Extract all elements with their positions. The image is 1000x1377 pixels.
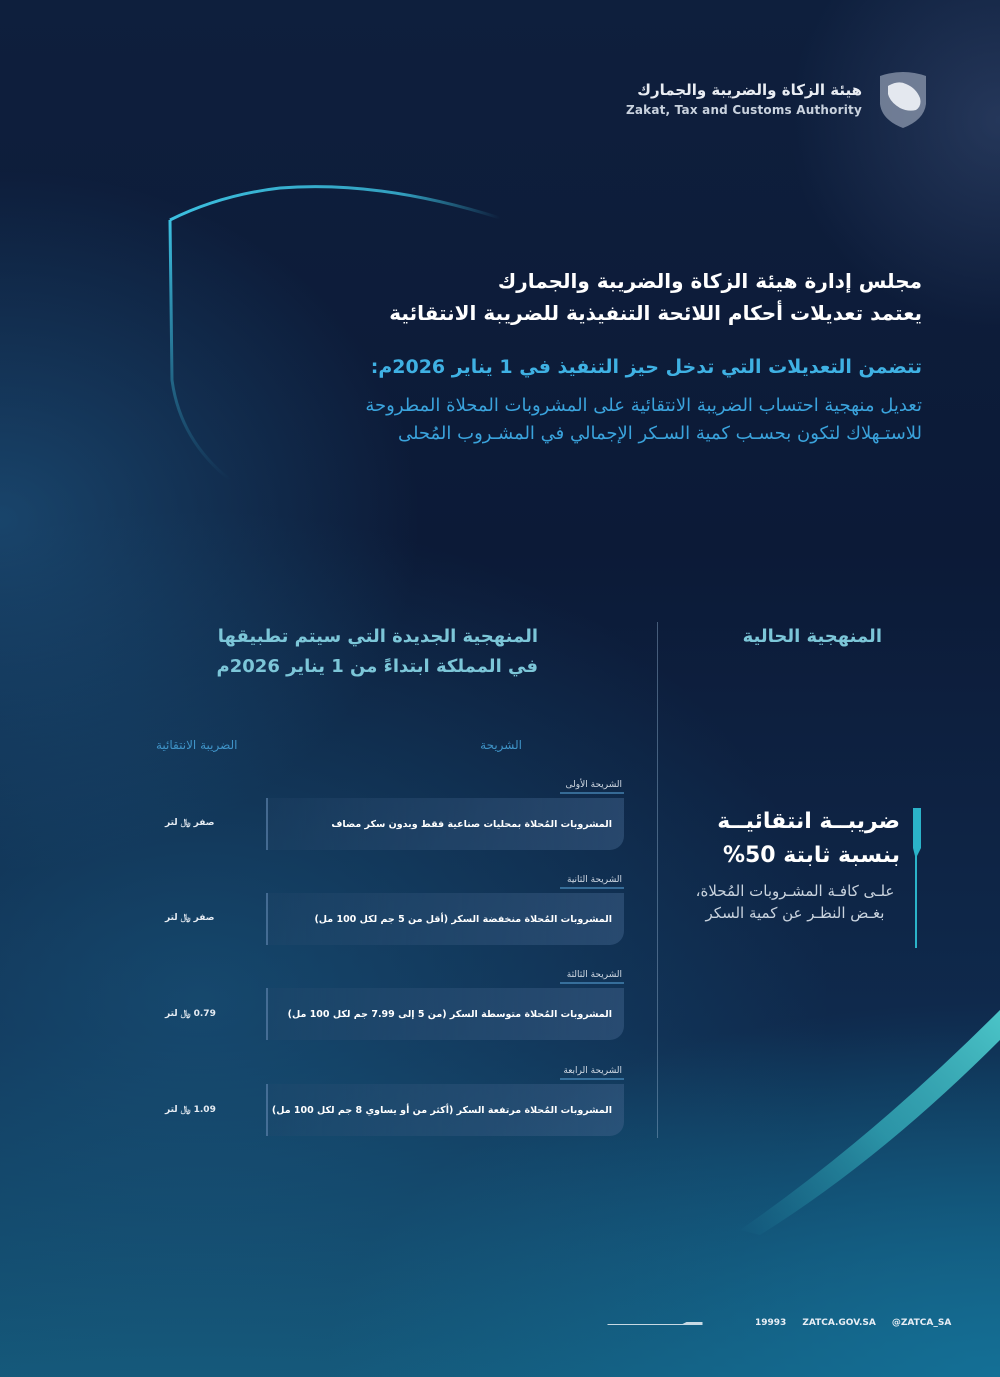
riyal-currency-icon: ﷼ xyxy=(180,913,191,923)
footer-contacts xyxy=(755,1318,951,1328)
tier-tax-value xyxy=(165,1009,216,1019)
tax-unit: لتر xyxy=(165,1009,178,1019)
tier-label: الشريحة الثالثة xyxy=(266,970,624,980)
description-line-2: للاستـهلاك لتكون بحسـب كمية السـكر الإجمالي في المشـروب المُحلى xyxy=(397,423,922,444)
column-header-tier: الشريحة xyxy=(480,738,522,752)
new-methodology-heading xyxy=(217,622,538,682)
tax-unit: لتر xyxy=(165,913,178,923)
column-divider xyxy=(657,622,658,1138)
tier-label: الشريحة الرابعة xyxy=(266,1066,624,1076)
tax-amount: 1.09 xyxy=(193,1105,216,1115)
tier-tax-value xyxy=(165,913,214,923)
shield-outline-decoration xyxy=(160,180,580,500)
tax-amount: 0.79 xyxy=(193,1009,216,1019)
footer-handle[interactable]: @ZATCA_SA xyxy=(891,1318,952,1328)
tier-row xyxy=(266,970,624,1040)
new-heading-line-1: المنهجية الجديدة التي سيتم تطبيقها xyxy=(217,626,538,647)
current-tax-title xyxy=(717,805,900,873)
shield-map-icon xyxy=(876,68,930,130)
tier-row xyxy=(266,780,624,850)
org-name-arabic: هيئة الزكاة والضريبة والجمارك xyxy=(637,81,862,99)
tier-description: المشروبات المُحلاة متوسطة السكر (من 5 إلى 7.99 جم لكل 100 مل) xyxy=(266,988,624,1040)
current-methodology-heading: المنهجية الحالية xyxy=(742,626,882,647)
zatca-logo xyxy=(626,68,930,130)
tax-amount: صفر xyxy=(193,913,215,923)
current-tax-description: علـى كافـة المشـروبات المُحلاة، بغـض النظـر عن كمية السكر xyxy=(695,882,895,922)
current-title-line-2: بنسبة ثابتة 50% xyxy=(722,843,900,868)
tax-unit: لتر xyxy=(165,1105,178,1115)
tax-amount: صفر xyxy=(193,818,215,828)
tier-description: المشروبات المُحلاة منخفضة السكر (أقل من 5 جم لكل 100 مل) xyxy=(266,893,624,945)
riyal-currency-icon: ﷼ xyxy=(180,1009,191,1019)
footer-divider-line xyxy=(560,1322,750,1325)
page-title xyxy=(389,265,922,329)
description-line-1: تعديل منهجية احتساب الضريبة الانتقائية على المشروبات المحلاة المطروحة xyxy=(365,395,922,416)
new-heading-line-2: في المملكة ابتداءً من 1 يناير 2026م xyxy=(216,656,538,677)
amendments-heading: تتضمن التعديلات التي تدخل حيز التنفيذ في 1 يناير 2026م: xyxy=(370,356,922,378)
accent-bar xyxy=(913,808,921,948)
org-name-english: Zakat, Tax and Customs Authority xyxy=(625,103,862,117)
riyal-currency-icon: ﷼ xyxy=(180,818,191,828)
tier-description: المشروبات المُحلاة بمحليات صناعية فقط وبدون سكر مضاف xyxy=(266,798,624,850)
tier-tax-value xyxy=(165,1105,216,1115)
amendments-description xyxy=(365,392,922,448)
title-line-1: مجلس إدارة هيئة الزكاة والضريبة والجمارك xyxy=(497,269,922,293)
tier-tax-value xyxy=(165,818,214,828)
riyal-currency-icon: ﷼ xyxy=(180,1105,191,1115)
tax-unit: لتر xyxy=(165,818,178,828)
tier-description: المشروبات المُحلاة مرتفعة السكر (أكثر من أو يساوي 8 جم لكل 100 مل) xyxy=(266,1084,624,1136)
tier-row xyxy=(266,1066,624,1136)
current-title-line-1: ضريبــة انتقائيــة xyxy=(717,809,900,834)
column-header-tax: الضريبة الانتقائية xyxy=(156,738,238,752)
footer-website[interactable]: ZATCA.GOV.SA xyxy=(802,1318,876,1328)
tier-label: الشريحة الثانية xyxy=(266,875,624,885)
tier-row xyxy=(266,875,624,945)
title-line-2: يعتمد تعديلات أحكام اللائحة التنفيذية للضريبة الانتقائية xyxy=(389,301,922,325)
footer-phone[interactable]: 19993 xyxy=(755,1318,787,1328)
tier-label: الشريحة الأولى xyxy=(266,780,624,790)
